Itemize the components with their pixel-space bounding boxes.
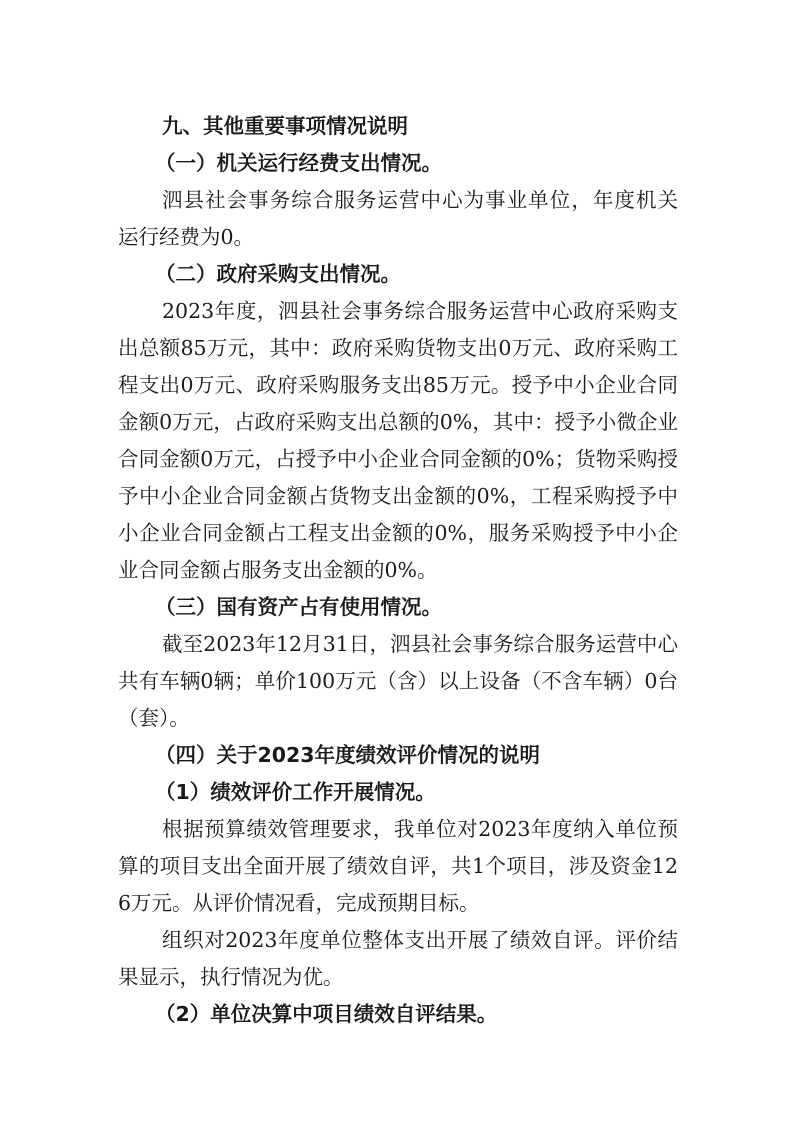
paragraph-line: 合同金额0万元，占授予中小企业合同金额的0%；货物采购授	[118, 447, 678, 471]
paragraph-line: 程支出0万元、政府采购服务支出85万元。授予中小企业合同	[118, 373, 678, 397]
paragraph-line: 6万元。从评价情况看，完成预期目标。	[118, 891, 480, 915]
paragraph-line: 2023年度，泗县社会事务综合服务运营中心政府采购支	[162, 299, 678, 323]
paragraph-line: （套）。	[118, 706, 190, 730]
paragraph-line: 业合同金额占服务支出金额的0%。	[118, 558, 438, 582]
subsection-heading-4: （四）关于2023年度绩效评价情况的说明	[155, 743, 541, 767]
paragraph-line: 根据预算绩效管理要求，我单位对2023年度纳入单位预	[162, 817, 678, 841]
paragraph-line: 果显示，执行情况为优。	[118, 965, 344, 989]
paragraph-line: 泗县社会事务综合服务运营中心为事业单位，年度机关	[162, 188, 678, 212]
paragraph-line: 截至2023年12月31日，泗县社会事务综合服务运营中心	[162, 632, 678, 656]
paragraph-line: 算的项目支出全面开展了绩效自评，共1个项目，涉及资金12	[118, 854, 678, 878]
paragraph-line: 予中小企业合同金额占货物支出金额的0%，工程采购授予中	[118, 484, 678, 508]
subsection-heading-4-2: （2）单位决算中项目绩效自评结果。	[155, 1002, 498, 1026]
paragraph-line: 组织对2023年度单位整体支出开展了绩效自评。评价结	[162, 928, 678, 952]
paragraph-line: 小企业合同金额占工程支出金额的0%，服务采购授予中小企	[118, 521, 678, 545]
section-heading: 九、其他重要事项情况说明	[162, 114, 408, 138]
paragraph-line: 共有车辆0辆；单价100万元（含）以上设备（不含车辆）0台	[118, 669, 678, 693]
subsection-heading-1: （一）机关运行经费支出情况。	[155, 151, 442, 175]
paragraph-line: 金额0万元，占政府采购支出总额的0%，其中：授予小微企业	[118, 410, 678, 434]
subsection-heading-3: （三）国有资产占有使用情况。	[155, 595, 442, 619]
subsection-heading-2: （二）政府采购支出情况。	[155, 262, 401, 286]
subsection-heading-4-1: （1）绩效评价工作开展情况。	[155, 780, 436, 804]
paragraph-line: 运行经费为0。	[118, 225, 255, 249]
paragraph-line: 出总额85万元，其中：政府采购货物支出0万元、政府采购工	[118, 336, 678, 360]
